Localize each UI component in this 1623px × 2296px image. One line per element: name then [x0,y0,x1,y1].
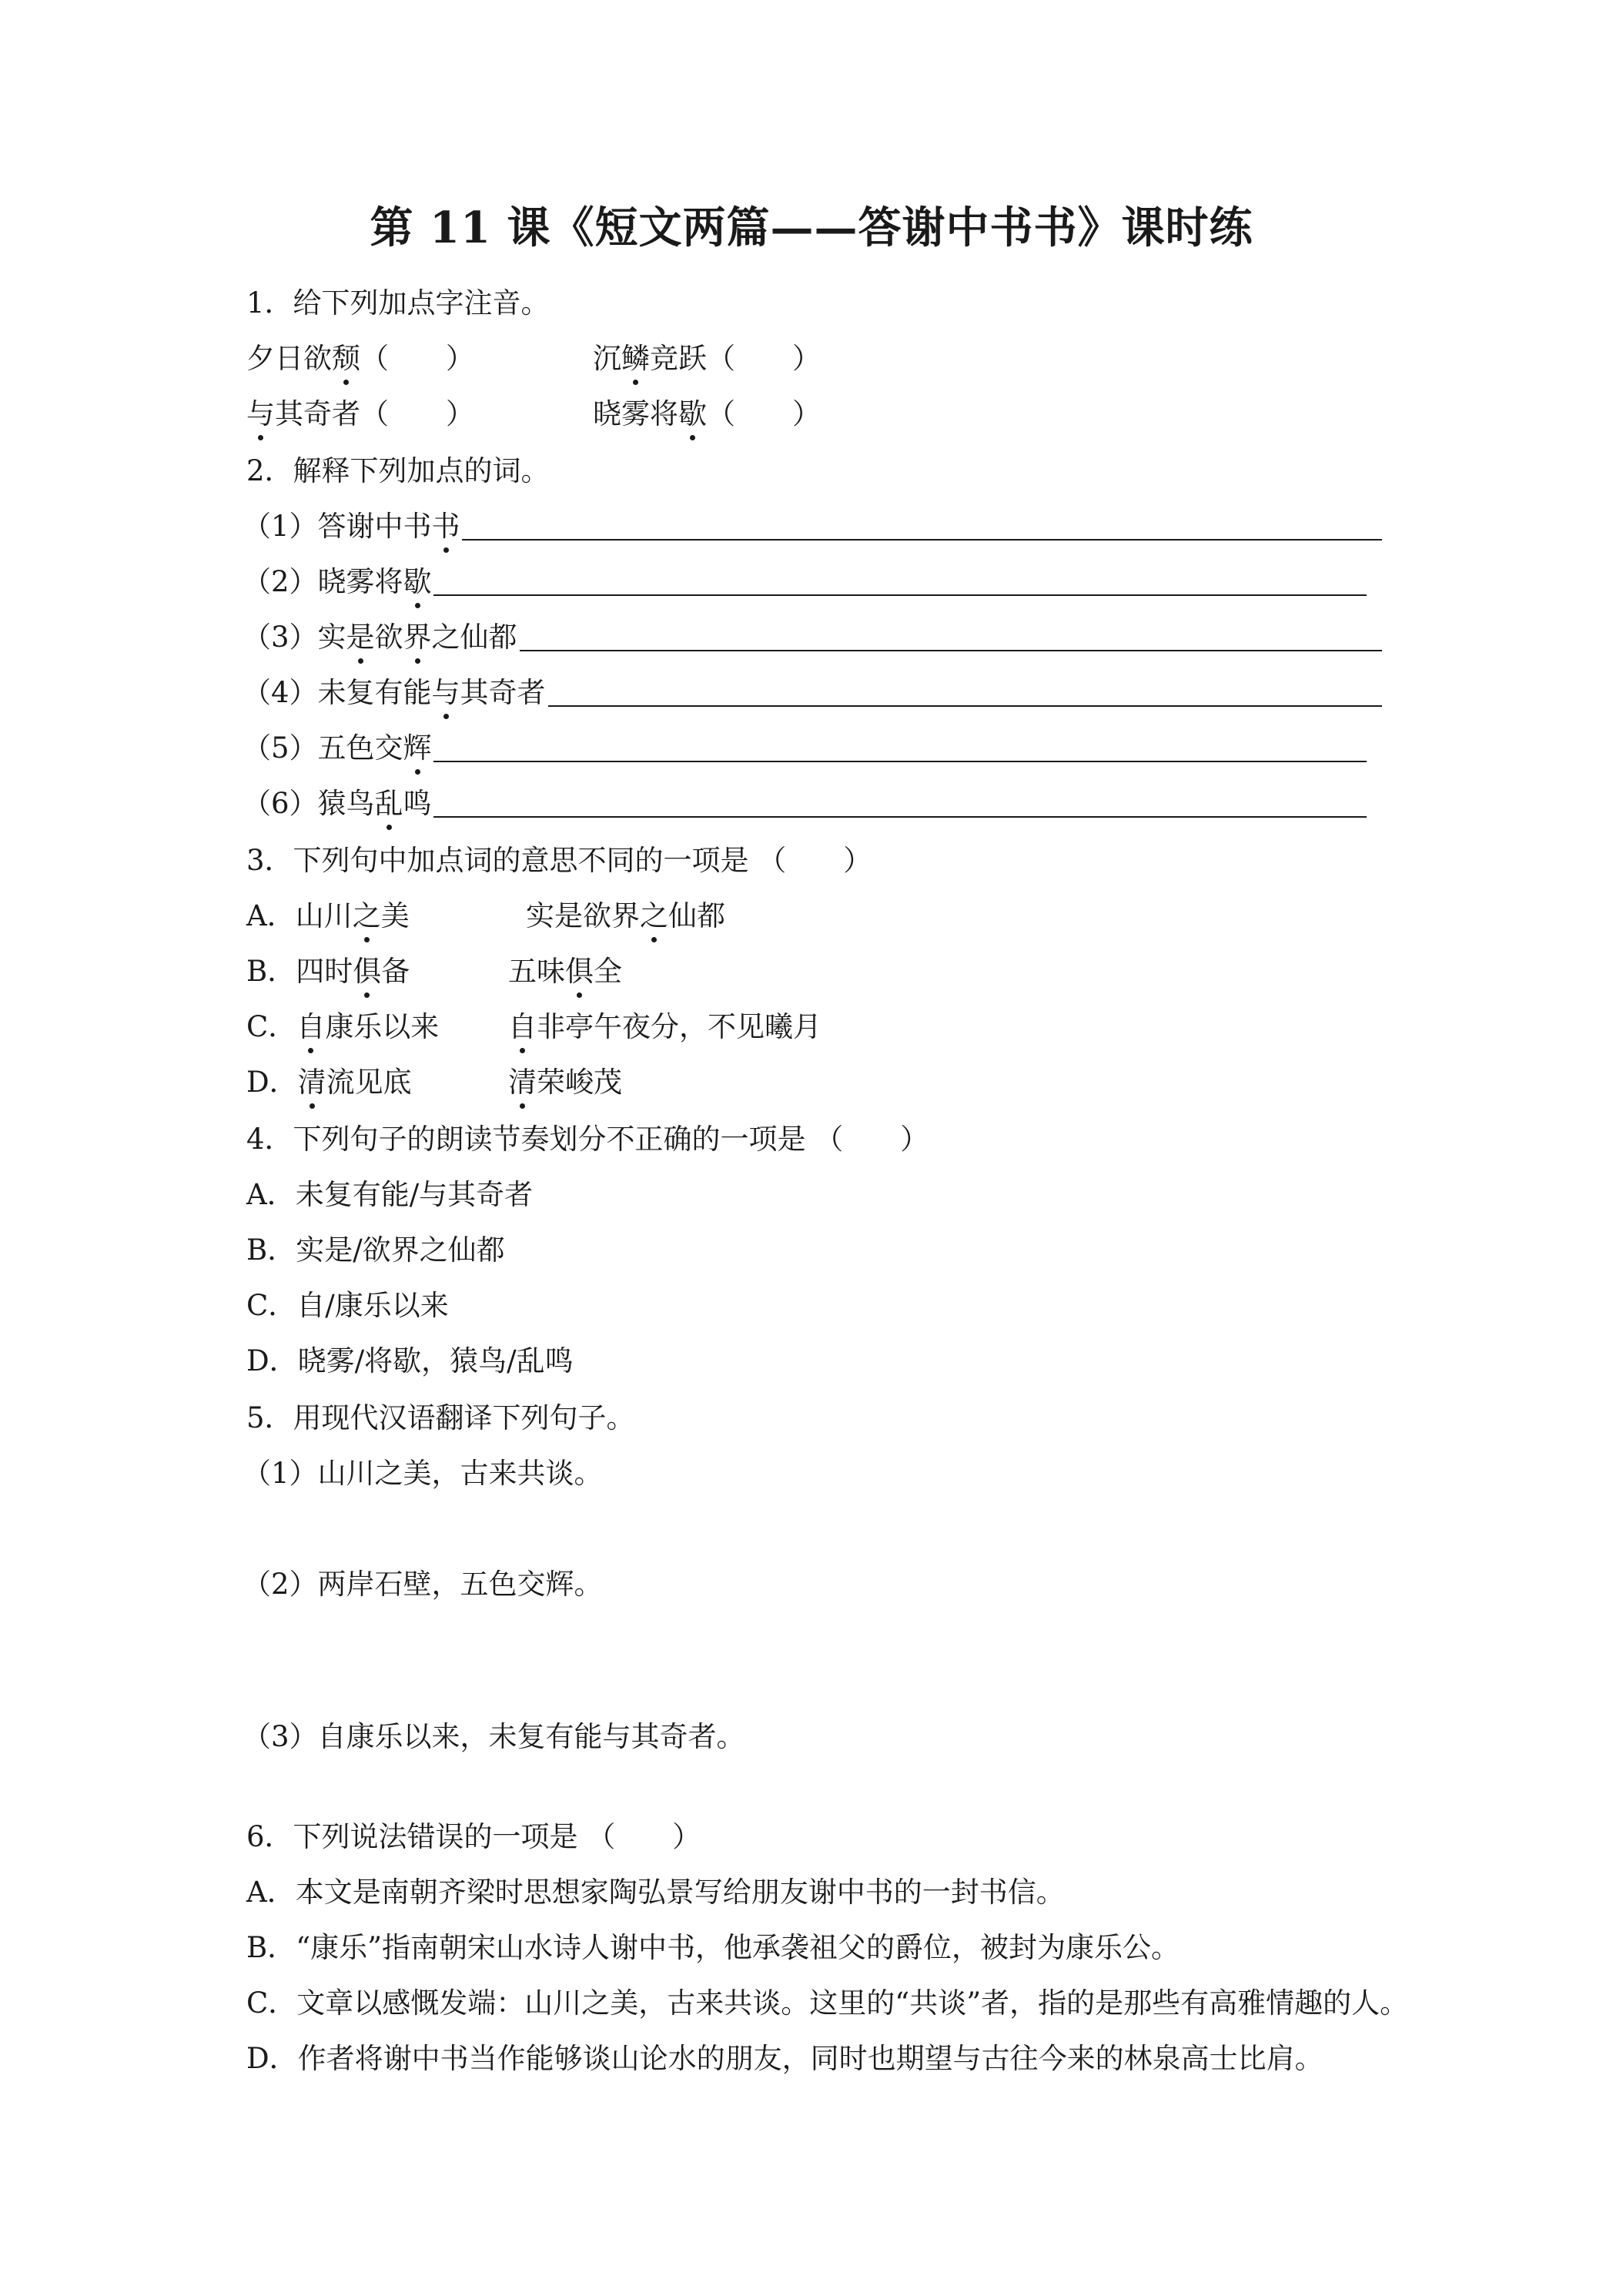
q1-item-1-before: 夕日欲 [246,342,332,375]
q2-item-5-before: 五色交 [317,731,403,765]
q3-option-b-word1-after: 备 [381,955,410,988]
q2-item-5-dotted: 辉 [403,730,432,767]
q2-item-1-num: （1） [243,510,318,543]
q2-item-5 [243,730,432,767]
q3-option-c-label: C． [246,1010,297,1043]
q3-option-d-label: D． [246,1066,298,1099]
q2-item-4-dotted: 与 [432,674,460,711]
q1-item-3-answer-blank[interactable]: （ ） [360,397,474,430]
q1-item-2 [593,340,821,377]
q1-item-4-dotted: 歇 [678,396,707,433]
q3-option-b[interactable] [246,953,410,990]
q3-option-b-word2-after: 全 [594,955,622,988]
q3-option-d-word2-after: 荣峻茂 [537,1066,622,1099]
q3-option-a-second [526,898,725,935]
q3-option-a-word1-after: 美 [380,899,410,932]
q3-option-a-word2-before: 实是欲界 [526,899,640,932]
q3-stem: 3．下列句中加点词的意思不同的一项是 （ ） [246,844,872,877]
q3-option-d[interactable] [246,1064,412,1101]
q2-item-5-answer-line[interactable] [433,761,1367,762]
q6-option-b[interactable]: B．“康乐”指南朝宋山水诗人谢中书，他承袭祖父的爵位，被封为康乐公。 [246,1931,1180,1964]
q5-item-1: （1）山川之美，古来共谈。 [243,1457,603,1490]
q2-item-1-before: 答谢中书 [317,510,432,543]
q3-option-d-word2-dotted: 清 [508,1064,537,1101]
q3-option-b-label: B． [246,955,296,988]
q2-item-6 [243,785,432,822]
q6-option-d[interactable]: D．作者将谢中书当作能够谈山论水的朋友，同时也期望与古往今来的林泉高士比肩。 [246,2042,1323,2075]
q2-item-4-answer-line[interactable] [548,705,1382,707]
q2-item-6-before: 猿鸟 [317,787,375,820]
q6-stem: 6．下列说法错误的一项是 （ ） [246,1820,701,1853]
q2-item-4-num: （4） [243,676,318,709]
q2-item-3-dotted-2: 界 [403,619,432,656]
q2-item-3-mid: 欲 [374,621,403,654]
q1-item-4 [593,396,821,433]
q1-item-1 [246,340,474,377]
q5-item-3: （3）自康乐以来，未复有能与其奇者。 [243,1720,745,1753]
q4-option-b[interactable]: B．实是/欲界之仙都 [246,1233,505,1267]
q3-option-c[interactable] [246,1009,439,1046]
q1-item-1-answer-blank[interactable]: （ ） [360,342,474,375]
q5-stem: 5．用现代汉语翻译下列句子。 [246,1401,635,1434]
q4-option-c[interactable]: C．自/康乐以来 [246,1289,449,1322]
q2-item-2-before: 晓雾将 [317,565,403,598]
q2-item-1-dotted: 书 [432,508,460,545]
q2-stem: 2．解释下列加点的词。 [246,454,550,487]
q1-item-4-before: 晓雾将 [593,397,678,430]
q3-option-d-second [508,1064,622,1101]
q3-option-c-second [508,1009,822,1046]
q3-option-c-word2-after: 非亭午夜分，不见曦月 [537,1010,822,1043]
q3-option-c-word1-dotted: 自 [296,1009,325,1046]
q2-item-6-dotted: 乱 [375,785,403,822]
q6-option-c[interactable]: C．文章以感慨发端：山川之美，古来共谈。这里的“共谈”者，指的是那些有高雅情趣的人。 [246,1986,1409,2020]
q1-item-2-after: 竞跃 [650,342,707,375]
q2-item-6-answer-line[interactable] [433,816,1367,818]
q2-item-5-num: （5） [243,731,318,765]
q2-item-3 [243,619,517,656]
q3-option-c-word1-after: 康乐以来 [325,1010,440,1043]
q2-item-3-before: 实 [317,621,346,654]
q2-item-3-after: 之仙都 [431,621,517,654]
q3-option-a-word2-after: 仙都 [668,899,725,932]
q4-option-d[interactable]: D．晓雾/将歇，猿鸟/乱鸣 [246,1344,574,1377]
q4-stem: 4．下列句子的朗读节奏划分不正确的一项是 （ ） [246,1123,929,1156]
q3-option-a-word1-before: 山川 [295,899,353,932]
q3-option-b-word1-before: 四时 [296,955,353,988]
q2-item-6-after: 鸣 [403,787,432,820]
q1-item-3-after: 其奇者 [275,397,360,430]
q1-item-1-dotted: 颓 [332,340,360,377]
q2-item-4 [243,674,546,711]
q3-option-b-word2-dotted: 俱 [565,953,594,990]
q1-item-4-answer-blank[interactable]: （ ） [707,397,821,430]
q2-item-2 [243,564,432,601]
q1-item-3-dotted: 与 [246,396,275,433]
q3-option-b-second [508,953,622,990]
q2-item-3-dotted: 是 [346,619,375,656]
q2-item-3-num: （3） [243,621,318,654]
q2-item-1 [243,508,460,545]
q2-item-3-answer-line[interactable] [520,650,1382,651]
q3-option-a[interactable] [246,898,410,935]
page-title: 第 11 课《短文两篇——答谢中书书》课时练 [370,202,1253,253]
q3-option-d-word1-dotted: 清 [298,1064,326,1101]
q1-item-2-answer-blank[interactable]: （ ） [707,342,821,375]
q6-option-a[interactable]: A．本文是南朝齐梁时思想家陶弘景写给朋友谢中书的一封书信。 [246,1876,1065,1909]
q3-option-a-label: A． [246,899,296,932]
q3-option-b-word1-dotted: 俱 [353,953,381,990]
q4-option-a[interactable]: A．未复有能/与其奇者 [246,1178,534,1211]
q2-item-1-answer-line[interactable] [462,539,1382,541]
q3-option-c-word2-dotted: 自 [508,1009,537,1046]
q3-option-b-word2-before: 五味 [508,955,565,988]
q1-item-3 [246,396,474,433]
q1-item-2-before: 沉 [593,342,621,375]
q1-item-2-dotted: 鳞 [621,340,650,377]
q2-item-4-before: 未复有能 [317,676,432,709]
q1-stem: 1．给下列加点字注音。 [246,286,550,320]
q2-item-2-dotted: 歇 [403,564,432,601]
q2-item-2-num: （2） [243,565,318,598]
q3-option-d-word1-after: 流见底 [326,1066,412,1099]
q3-option-a-word1-dotted: 之 [353,898,381,935]
q2-item-2-answer-line[interactable] [433,594,1367,596]
q2-item-6-num: （6） [243,787,318,820]
q3-option-a-word2-dotted: 之 [640,898,668,935]
q5-item-2: （2）两岸石壁，五色交辉。 [243,1568,603,1601]
q2-item-4-after: 其奇者 [460,676,546,709]
